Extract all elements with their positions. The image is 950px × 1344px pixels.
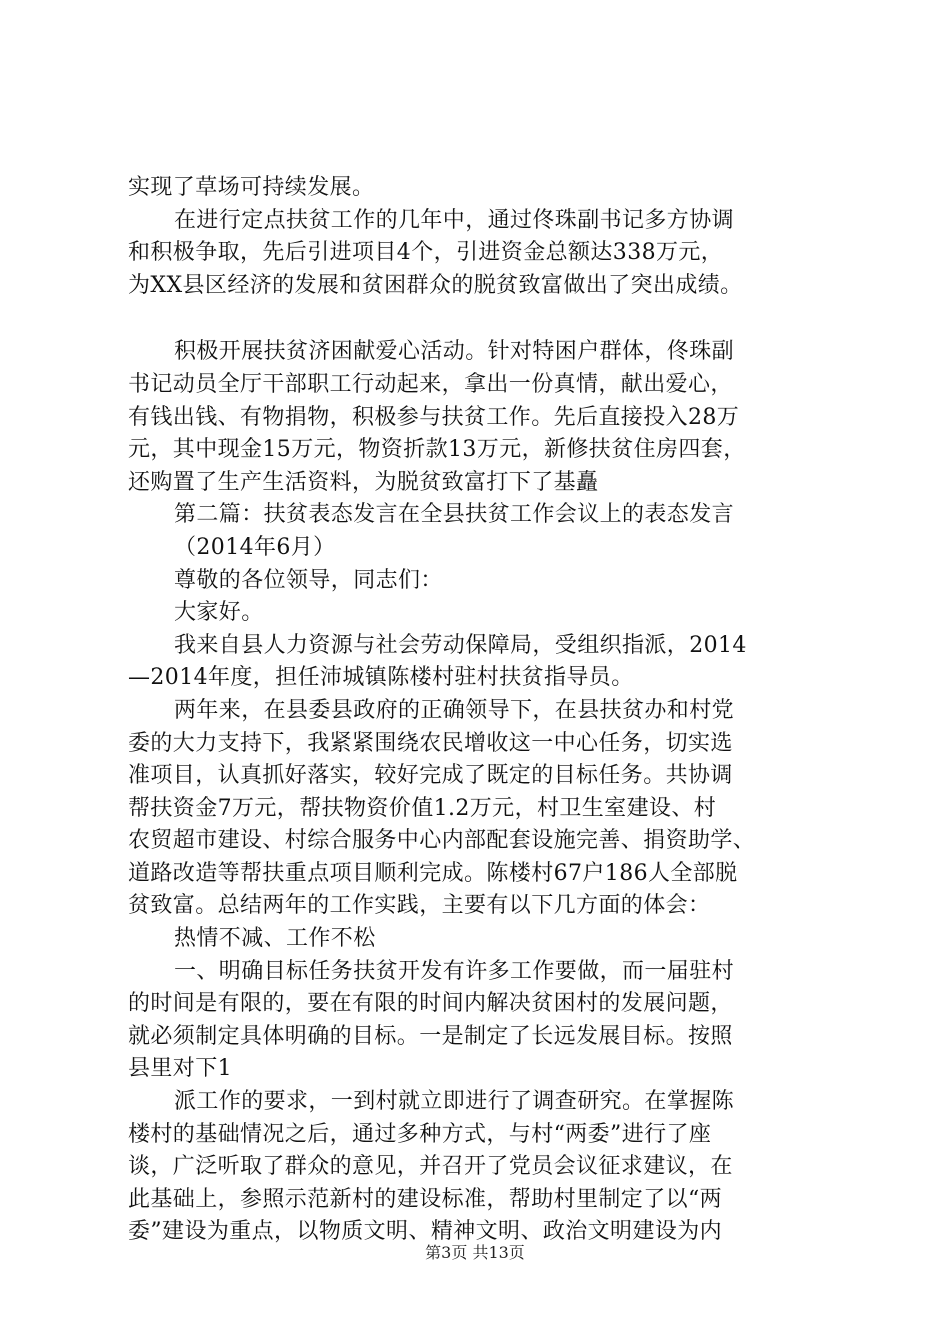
salutation: 尊敬的各位领导，同志们： [174, 567, 443, 593]
text-line: 楼村的基础情况之后，通过多种方式，与村“两委”进行了座 [128, 1121, 712, 1147]
text-line: 贫致富。总结两年的工作实践，主要有以下几方面的体会： [128, 893, 711, 919]
page-number: 第3页 共13页 [425, 1243, 525, 1262]
text-line: 派工作的要求，一到村就立即进行了调查研究。在掌握陈 [174, 1089, 735, 1115]
text-line: 积极开展扶贫济困献爱心活动。针对特困户群体，佟珠副 [174, 339, 735, 365]
subheading: 热情不减、工作不松 [174, 926, 376, 952]
text-line: 一、明确目标任务扶贫开发有许多工作要做，而一届驻村 [174, 958, 735, 984]
text-line: 实现了草场可持续发展。 [128, 175, 375, 200]
text-line: —2014年度，担任沛城镇陈楼村驻村扶贫指导员。 [128, 665, 634, 691]
section-date: （2014年6月） [174, 534, 336, 560]
text-line: 在进行定点扶贫工作的几年中，通过佟珠副书记多方协调 [174, 207, 735, 233]
text-line: 书记动员全厅干部职工行动起来，拿出一份真情，献出爱心， [128, 371, 733, 397]
text-line: 为XX县区经济的发展和贫困群众的脱贫致富做出了突出成绩。 [128, 272, 743, 298]
text-line: 有钱出钱、有物捐物，积极参与扶贫工作。先后直接投入28万 [128, 404, 740, 430]
text-line: 还购置了生产生活资料，为脱贫致富打下了基矗 [128, 469, 599, 495]
text-line: 就必须制定具体明确的目标。一是制定了长远发展目标。按照 [128, 1023, 733, 1049]
text-line: 我来自县人力资源与社会劳动保障局，受组织指派，2014 [174, 632, 747, 658]
text-line: 准项目，认真抓好落实，较好完成了既定的目标任务。共协调 [128, 763, 733, 789]
text-line: 委”建设为重点，以物质文明、精神文明、政治文明建设为内 [128, 1219, 723, 1245]
text-line: 的时间是有限的，要在有限的时间内解决贫困村的发展问题， [128, 991, 733, 1017]
text-line: 谈，广泛听取了群众的意见，并召开了党员会议征求建议，在 [128, 1154, 733, 1180]
text-line: 和积极争取，先后引进项目4个，引进资金总额达338万元， [128, 240, 724, 266]
greeting: 大家好。 [174, 600, 264, 626]
text-line: 农贸超市建设、村综合服务中心内部配套设施完善、捐资助学、 [128, 828, 756, 854]
text-line: 帮扶资金7万元，帮扶物资价值1.2万元，村卫生室建设、村 [128, 795, 717, 821]
text-line: 两年来，在县委县政府的正确领导下，在县扶贫办和村党 [174, 697, 735, 723]
text-line: 元，其中现金15万元，物资折款13万元，新修扶贫住房四套， [128, 437, 746, 463]
text-line: 委的大力支持下，我紧紧围绕农民增收这一中心任务，切实选 [128, 730, 733, 756]
text-line: 县里对下1 [128, 1056, 232, 1082]
document-body [128, 172, 838, 1249]
text-line: 道路改造等帮扶重点项目顺利完成。陈楼村67户186人全部脱 [128, 860, 738, 886]
section-heading: 第二篇：扶贫表态发言在全县扶贫工作会议上的表态发言 [174, 502, 735, 528]
paragraph-gap [128, 302, 838, 336]
text-line: 此基础上，参照示范新村的建设标准，帮助村里制定了以“两 [128, 1186, 723, 1212]
